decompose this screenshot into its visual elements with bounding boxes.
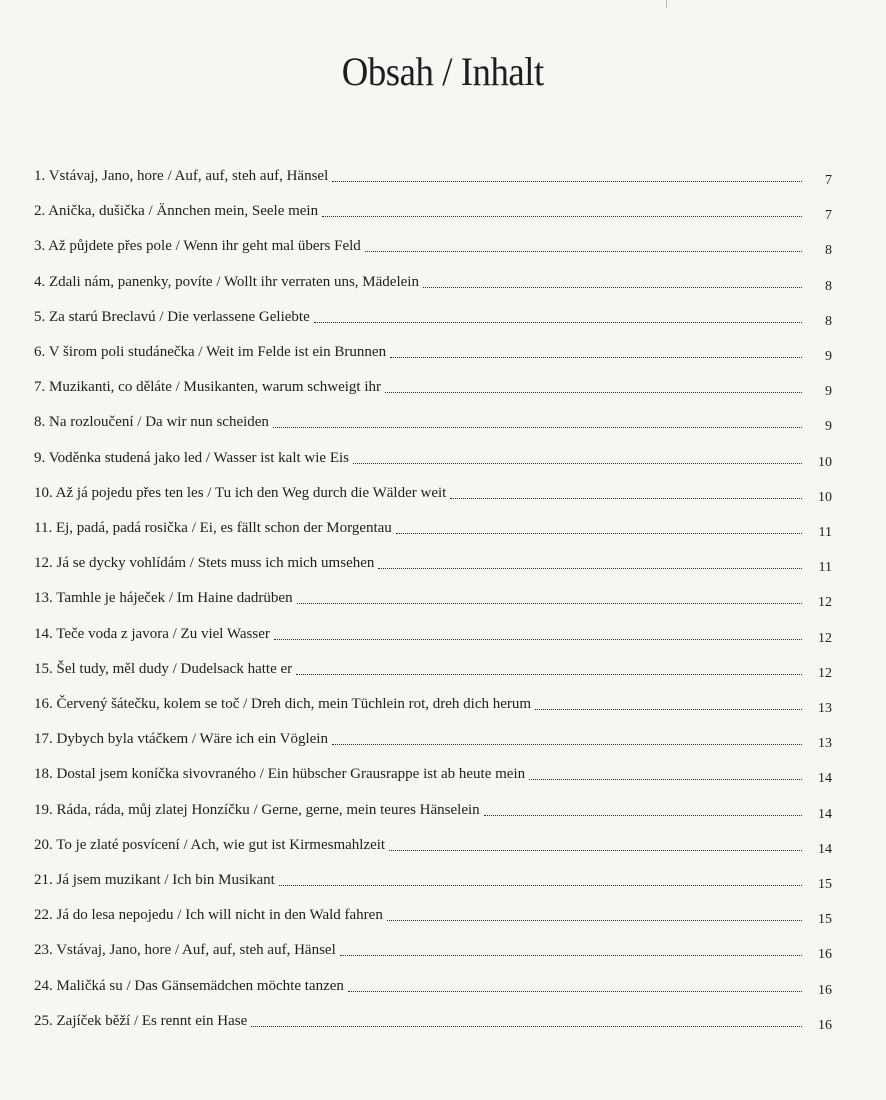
toc-entry[interactable] [34, 648, 832, 681]
toc-entry[interactable] [34, 824, 832, 857]
dot-leader [529, 778, 802, 780]
toc-page-number: 12 [818, 665, 832, 681]
toc-entry[interactable] [34, 437, 832, 470]
toc-page-number: 9 [825, 384, 832, 400]
toc-entry-title: 2. Anička, dušička / Ännchen mein, Seele mein [34, 203, 319, 220]
toc-entry[interactable] [34, 929, 832, 963]
dot-leader [297, 602, 802, 604]
toc-page-number: 15 [818, 912, 832, 928]
dot-leader [340, 954, 802, 956]
toc-entry[interactable] [34, 401, 832, 435]
toc-entry-title: 7. Muzikanti, co děláte / Musikanten, warum schweigt ihr [34, 379, 381, 396]
toc-entry-title: 11. Ej, padá, padá rosička / Ei, es fällt schon der Morgentau [34, 520, 392, 536]
toc-entry[interactable] [34, 753, 832, 787]
toc-entry[interactable] [34, 789, 832, 822]
page-edge-line [666, 0, 667, 8]
dot-leader [251, 1025, 802, 1027]
toc-page-number: 9 [825, 349, 832, 364]
toc-entry-title: 23. Vstávaj, Jano, hore / Auf, auf, steh auf, Hänsel [34, 942, 336, 959]
toc-entry-title: 16. Červený šátečku, kolem se toč / Dreh dich, mein Tüchlein rot, dreh dich herum [34, 696, 532, 712]
toc-entry[interactable] [34, 225, 832, 259]
toc-entry-title: 14. Teče voda z javora / Zu viel Wasser [34, 625, 270, 642]
toc-entry-title: 12. Já se dycky vohlídám / Stets muss ich mich umsehen [34, 555, 375, 572]
toc-entry[interactable] [34, 894, 832, 928]
toc-entry[interactable] [34, 859, 832, 892]
dot-leader [314, 321, 802, 323]
toc-entry-title: 17. Dybych byla vtáčkem / Wäre ich ein Vöglein [34, 731, 328, 748]
dot-leader [279, 884, 802, 886]
toc-entry[interactable] [34, 190, 832, 224]
dot-leader [348, 990, 802, 992]
toc-page-number: 15 [818, 877, 832, 892]
toc-entry-title: 18. Dostal jsem koníčka sivovraného / Ein hübscher Grausrappe ist ab heute mein [34, 766, 526, 783]
dot-leader [390, 356, 802, 358]
toc-entry-title: 3. Až půjdete přes pole / Wenn ihr geht mal übers Feld [34, 238, 361, 255]
toc-entry[interactable] [34, 155, 832, 188]
toc-entry-title: 4. Zdali nám, panenky, povíte / Wollt ihr verraten uns, Mädelein [34, 273, 419, 290]
dot-leader [423, 286, 802, 288]
toc-entry[interactable] [34, 683, 832, 716]
toc-entry-title: 21. Já jsem muzikant / Ich bin Musikant [34, 872, 275, 888]
toc-page-number: 8 [825, 243, 832, 259]
dot-leader [484, 814, 802, 816]
toc-entry-title: 8. Na rozloučení / Da wir nun scheiden [34, 414, 269, 431]
toc-entry-title: 9. Voděnka studená jako led / Wasser ist kalt wie Eis [34, 449, 349, 466]
toc-entry[interactable] [34, 296, 832, 329]
toc-entry-title: 24. Maličká su / Das Gänsemädchen möchte tanzen [34, 977, 344, 994]
toc-entry-title: 5. Za starú Breclavú / Die verlassene Geliebte [34, 308, 310, 325]
dot-leader [396, 532, 802, 534]
toc-entry[interactable] [34, 261, 832, 294]
toc-entry[interactable] [34, 542, 832, 576]
dot-leader [385, 391, 802, 393]
dot-leader [332, 743, 802, 745]
toc-page-number: 7 [825, 208, 832, 224]
toc-entry[interactable] [34, 965, 832, 998]
dot-leader [353, 462, 802, 464]
toc-entry-title: 1. Vstávaj, Jano, hore / Auf, auf, steh auf, Hänsel [34, 168, 329, 184]
toc-page-number: 16 [818, 1017, 832, 1033]
toc-entry-title: 15. Šel tudy, měl dudy / Dudelsack hatte er [34, 660, 293, 677]
dot-leader [296, 673, 802, 675]
toc-page-number: 16 [818, 947, 832, 963]
toc-entry[interactable] [34, 331, 832, 364]
toc-page-number: 14 [818, 841, 832, 857]
dot-leader [378, 567, 802, 569]
toc-entry-title: 13. Tamhle je háječek / Im Haine dadrüben [34, 590, 293, 607]
dot-leader [332, 180, 802, 182]
toc-entry[interactable] [34, 613, 832, 646]
toc-entry-title: 25. Zajíček běží / Es rennt ein Hase [34, 1012, 248, 1029]
toc-entry-title: 19. Ráda, ráda, můj zlatej Honzíčku / Gerne, gerne, mein teures Hänselein [34, 801, 480, 818]
dot-leader [365, 250, 802, 252]
toc-entry[interactable] [34, 1000, 832, 1033]
toc-page-number: 10 [818, 454, 832, 470]
toc-entry-title: 6. V širom poli studánečka / Weit im Felde ist ein Brunnen [34, 344, 387, 360]
toc-page-number: 16 [818, 982, 832, 998]
toc-page-number: 11 [818, 525, 832, 540]
toc-page-number: 11 [818, 560, 832, 576]
toc-page-number: 8 [825, 278, 832, 294]
toc-page-number: 14 [818, 806, 832, 822]
dot-leader [450, 497, 802, 499]
dot-leader [387, 919, 802, 921]
toc-page-number: 12 [818, 630, 832, 646]
toc-entry[interactable] [34, 507, 832, 540]
toc-entry[interactable] [34, 366, 832, 400]
dot-leader [273, 426, 802, 428]
dot-leader [389, 849, 802, 851]
toc-entry-title: 10. Až já pojedu přes ten les / Tu ich den Weg durch die Wälder weit [34, 484, 447, 501]
page-title: Obsah / Inhalt [341, 49, 544, 94]
toc-page-number: 10 [818, 489, 832, 505]
toc-page-number: 12 [818, 595, 832, 611]
toc-page-number: 8 [825, 313, 832, 329]
toc-entry[interactable] [34, 577, 832, 611]
toc-page-number: 14 [818, 771, 832, 787]
toc-page-number: 13 [818, 701, 832, 716]
dot-leader [322, 215, 802, 217]
toc-entry[interactable] [34, 472, 832, 505]
toc-page-number: 7 [825, 173, 832, 188]
dot-leader [535, 708, 802, 710]
toc-page-number: 13 [818, 736, 832, 752]
toc-entry-title: 20. To je zlaté posvícení / Ach, wie gut ist Kirmesmahlzeit [34, 836, 386, 853]
toc-entry[interactable] [34, 718, 832, 752]
dot-leader [274, 638, 802, 640]
toc-entry-title: 22. Já do lesa nepojedu / Ich will nicht in den Wald fahren [34, 907, 383, 924]
toc-page-number: 9 [825, 419, 832, 435]
